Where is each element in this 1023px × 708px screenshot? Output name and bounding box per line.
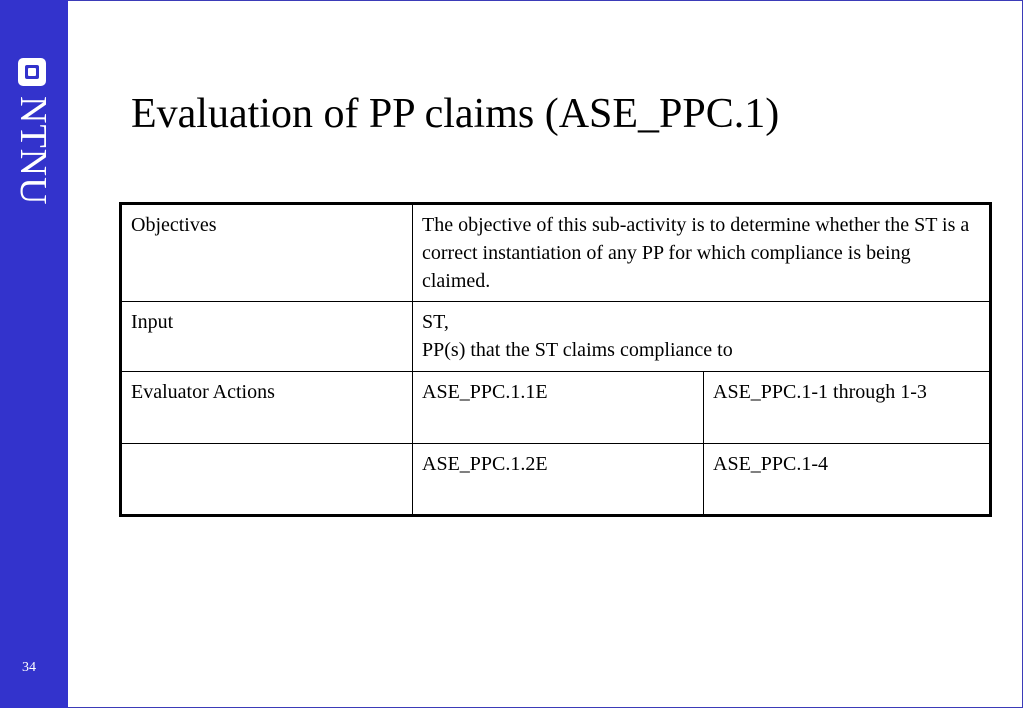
claims-table bbox=[119, 202, 992, 517]
action-element: ASE_PPC.1.2E bbox=[413, 444, 704, 516]
row-label: Objectives bbox=[121, 204, 413, 302]
input-line: ST, bbox=[422, 311, 449, 333]
action-element: ASE_PPC.1.1E bbox=[413, 372, 704, 444]
row-content: The objective of this sub-activity is to determine whether the ST is a correct instantiation of any PP for which compliance is being claimed. bbox=[413, 204, 991, 302]
slide-number: 34 bbox=[22, 660, 36, 675]
table-row-input bbox=[121, 302, 991, 372]
row-label bbox=[121, 444, 413, 516]
work-units: ASE_PPC.1-4 bbox=[704, 444, 991, 516]
sidebar bbox=[0, 0, 68, 708]
input-line: PP(s) that the ST claims compliance to bbox=[422, 339, 733, 361]
slide-title: Evaluation of PP claims (ASE_PPC.1) bbox=[131, 91, 780, 137]
table-row-evaluator-actions bbox=[121, 372, 991, 444]
row-content bbox=[413, 302, 991, 372]
table-row-evaluator-actions-2 bbox=[121, 444, 991, 516]
logo-text: NTNU bbox=[12, 96, 54, 206]
table-row-objectives bbox=[121, 204, 991, 302]
row-label: Input bbox=[121, 302, 413, 372]
row-label: Evaluator Actions bbox=[121, 372, 413, 444]
ntnu-logo-icon bbox=[18, 58, 46, 86]
work-units: ASE_PPC.1-1 through 1-3 bbox=[704, 372, 991, 444]
